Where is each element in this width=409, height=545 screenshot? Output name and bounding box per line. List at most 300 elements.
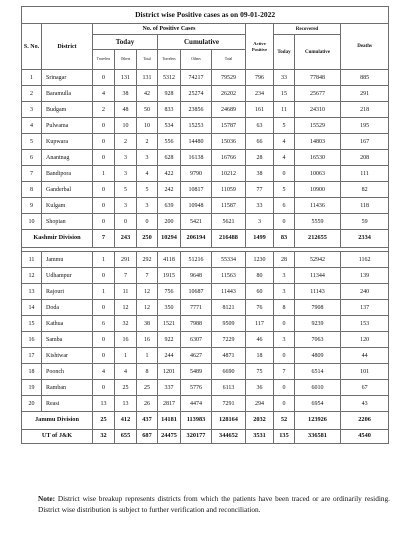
table-cell: 1201 xyxy=(158,364,181,380)
total-cell: 2032 xyxy=(246,412,274,430)
table-cell: 928 xyxy=(158,86,181,102)
total-cell: 83 xyxy=(274,230,295,248)
total-cell: 655 xyxy=(115,430,137,444)
table-cell: 4 xyxy=(274,134,295,150)
table-cell: 14480 xyxy=(181,134,212,150)
table-cell: 7291 xyxy=(212,396,246,412)
table-cell: 118 xyxy=(341,198,389,214)
table-cell: 10900 xyxy=(295,182,341,198)
table-cell: 1230 xyxy=(246,252,274,268)
district-name-cell: Samba xyxy=(42,332,93,348)
table-cell: 5559 xyxy=(295,214,341,230)
table-cell: 16138 xyxy=(181,150,212,166)
table-cell: 11443 xyxy=(212,284,246,300)
table-cell: 242 xyxy=(158,182,181,198)
header-positive-cases: No. of Positive Cases xyxy=(93,24,246,35)
table-cell: 6514 xyxy=(295,364,341,380)
total-cell: 250 xyxy=(137,230,158,248)
table-cell: 240 xyxy=(341,284,389,300)
table-cell: 25 xyxy=(137,380,158,396)
header-cumulative: Cumulative xyxy=(158,35,246,50)
table-cell: 4 xyxy=(115,364,137,380)
table-cell: 3 xyxy=(274,284,295,300)
table-cell: 13 xyxy=(115,396,137,412)
table-cell: 9239 xyxy=(295,316,341,332)
table-cell: 4 xyxy=(274,150,295,166)
table-cell: 14803 xyxy=(295,134,341,150)
table-cell: 422 xyxy=(158,166,181,182)
table-cell: 63 xyxy=(246,118,274,134)
header-recovered-today: Today xyxy=(274,35,295,70)
table-cell: 16 xyxy=(115,332,137,348)
table-cell: 15253 xyxy=(181,118,212,134)
table-cell: 28 xyxy=(246,150,274,166)
district-row xyxy=(22,252,389,268)
table-cell: 8 xyxy=(22,182,42,198)
district-row xyxy=(22,332,389,348)
table-cell: 10 xyxy=(22,214,42,230)
table-cell: 0 xyxy=(115,214,137,230)
table-cell: 2 xyxy=(137,134,158,150)
table-cell: 7988 xyxy=(181,316,212,332)
table-cell: 218 xyxy=(341,102,389,118)
table-cell: 0 xyxy=(93,182,115,198)
table-cell: 556 xyxy=(158,134,181,150)
total-cell: 2334 xyxy=(341,230,389,248)
table-cell: 1915 xyxy=(158,268,181,284)
table-cell: 25 xyxy=(115,380,137,396)
table-cell: 9509 xyxy=(212,316,246,332)
table-cell: 75 xyxy=(246,364,274,380)
total-cell: 128164 xyxy=(212,412,246,430)
table-cell: 3 xyxy=(246,214,274,230)
table-cell: 15787 xyxy=(212,118,246,134)
header-cum-total: Total xyxy=(212,50,246,70)
table-cell: 3 xyxy=(22,102,42,118)
table-cell: 16766 xyxy=(212,150,246,166)
table-cell: 11143 xyxy=(295,284,341,300)
table-cell: 12 xyxy=(115,300,137,316)
table-cell: 131 xyxy=(115,70,137,86)
table-cell: 19 xyxy=(22,380,42,396)
total-cell: 14181 xyxy=(158,412,181,430)
table-cell: 0 xyxy=(93,214,115,230)
table-cell: 0 xyxy=(274,214,295,230)
table-cell: 4 xyxy=(22,118,42,134)
table-cell: 195 xyxy=(341,118,389,134)
table-cell: 6113 xyxy=(212,380,246,396)
table-cell: 756 xyxy=(158,284,181,300)
table-cell: 3 xyxy=(274,268,295,284)
note-paragraph xyxy=(38,494,390,515)
table-cell: 11 xyxy=(274,102,295,118)
district-row xyxy=(22,182,389,198)
total-cell: 113983 xyxy=(181,412,212,430)
table-cell: 5 xyxy=(115,182,137,198)
table-cell: 25677 xyxy=(295,86,341,102)
table-cell: 0 xyxy=(93,150,115,166)
total-cell: 206194 xyxy=(181,230,212,248)
table-cell: 20 xyxy=(22,396,42,412)
table-cell: 12 xyxy=(137,284,158,300)
table-cell: 44 xyxy=(341,348,389,364)
table-cell: 200 xyxy=(158,214,181,230)
table-cell: 7 xyxy=(115,268,137,284)
table-cell: 796 xyxy=(246,70,274,86)
table-cell: 885 xyxy=(341,70,389,86)
table-cell: 6954 xyxy=(295,396,341,412)
header-sno: S. No. xyxy=(22,24,42,70)
table-cell: 7229 xyxy=(212,332,246,348)
table-cell: 67 xyxy=(341,380,389,396)
table-cell: 153 xyxy=(341,316,389,332)
table-cell: 32 xyxy=(115,316,137,332)
table-cell: 8 xyxy=(137,364,158,380)
table-cell: 3 xyxy=(137,150,158,166)
total-label-cell: Kashmir Division xyxy=(22,230,93,248)
table-cell: 350 xyxy=(158,300,181,316)
table-cell: 0 xyxy=(274,166,295,182)
table-cell: 15036 xyxy=(212,134,246,150)
kashmir-division-total-row xyxy=(22,230,389,248)
district-name-cell: Shopian xyxy=(42,214,93,230)
table-cell: 2817 xyxy=(158,396,181,412)
district-row xyxy=(22,70,389,86)
table-cell: 10 xyxy=(137,118,158,134)
table-cell: 8121 xyxy=(212,300,246,316)
table-cell: 24310 xyxy=(295,102,341,118)
district-row xyxy=(22,150,389,166)
table-cell: 55334 xyxy=(212,252,246,268)
table-cell: 0 xyxy=(93,332,115,348)
table-cell: 5312 xyxy=(158,70,181,86)
table-cell: 12 xyxy=(22,268,42,284)
district-name-cell: Kulgam xyxy=(42,198,93,214)
district-row xyxy=(22,118,389,134)
table-cell: 74217 xyxy=(181,70,212,86)
table-cell: 76 xyxy=(246,300,274,316)
table-cell: 139 xyxy=(341,268,389,284)
district-row xyxy=(22,198,389,214)
table-cell: 16530 xyxy=(295,150,341,166)
table-cell: 7 xyxy=(137,268,158,284)
table-cell: 11563 xyxy=(212,268,246,284)
table-cell: 7 xyxy=(22,166,42,182)
district-wise-cases-sheet xyxy=(21,6,388,444)
district-name-cell: Udhampur xyxy=(42,268,93,284)
table-cell: 18 xyxy=(22,364,42,380)
table-cell: 9790 xyxy=(181,166,212,182)
table-cell: 10 xyxy=(115,118,137,134)
table-cell: 10212 xyxy=(212,166,246,182)
table-cell: 38 xyxy=(246,166,274,182)
header-recovered-cumulative: Cumulative xyxy=(295,35,341,70)
table-cell: 11059 xyxy=(212,182,246,198)
table-cell: 628 xyxy=(158,150,181,166)
table-cell: 77 xyxy=(246,182,274,198)
table-cell: 3 xyxy=(115,198,137,214)
table-cell: 0 xyxy=(93,348,115,364)
district-name-cell: Poonch xyxy=(42,364,93,380)
total-cell: 3531 xyxy=(246,430,274,444)
table-cell: 0 xyxy=(93,268,115,284)
table-cell: 11 xyxy=(22,252,42,268)
table-cell: 4809 xyxy=(295,348,341,364)
table-cell: 46 xyxy=(246,332,274,348)
total-cell: 320177 xyxy=(181,430,212,444)
table-cell: 79529 xyxy=(212,70,246,86)
table-cell: 6 xyxy=(22,150,42,166)
table-cell: 13 xyxy=(22,284,42,300)
district-name-cell: Anantnag xyxy=(42,150,93,166)
district-row xyxy=(22,166,389,182)
header-today-others: Others xyxy=(115,50,137,70)
table-cell: 234 xyxy=(246,86,274,102)
table-cell: 5 xyxy=(137,182,158,198)
district-row xyxy=(22,86,389,102)
jammu-division-total-row xyxy=(22,412,389,430)
table-cell: 15529 xyxy=(295,118,341,134)
table-cell: 111 xyxy=(341,166,389,182)
district-name-cell: Jammu xyxy=(42,252,93,268)
table-cell: 0 xyxy=(93,300,115,316)
district-row xyxy=(22,396,389,412)
table-cell: 80 xyxy=(246,268,274,284)
table-cell: 0 xyxy=(93,198,115,214)
table-cell: 9 xyxy=(22,198,42,214)
total-cell: 344652 xyxy=(212,430,246,444)
table-cell: 11587 xyxy=(212,198,246,214)
table-cell: 51216 xyxy=(181,252,212,268)
table-cell: 16 xyxy=(137,332,158,348)
table-cell: 6 xyxy=(274,198,295,214)
table-cell: 10817 xyxy=(181,182,212,198)
district-name-cell: Kishtwar xyxy=(42,348,93,364)
total-cell: 216488 xyxy=(212,230,246,248)
district-row xyxy=(22,348,389,364)
table-cell: 291 xyxy=(115,252,137,268)
total-label-cell: Jammu Division xyxy=(22,412,93,430)
district-name-cell: Pulwama xyxy=(42,118,93,134)
table-cell: 292 xyxy=(137,252,158,268)
table-cell: 291 xyxy=(341,86,389,102)
table-cell: 4 xyxy=(137,166,158,182)
district-row xyxy=(22,300,389,316)
table-cell: 59 xyxy=(341,214,389,230)
table-cell: 1 xyxy=(137,348,158,364)
district-name-cell: Kathua xyxy=(42,316,93,332)
district-name-cell: Baramulla xyxy=(42,86,93,102)
table-cell: 1521 xyxy=(158,316,181,332)
table-cell: 77848 xyxy=(295,70,341,86)
table-cell: 4118 xyxy=(158,252,181,268)
total-cell: 25 xyxy=(93,412,115,430)
table-cell: 38 xyxy=(115,86,137,102)
table-cell: 16 xyxy=(22,332,42,348)
header-deaths: Deaths xyxy=(341,24,389,70)
district-name-cell: Ramban xyxy=(42,380,93,396)
table-cell: 33 xyxy=(274,70,295,86)
table-cell: 42 xyxy=(137,86,158,102)
table-cell: 294 xyxy=(246,396,274,412)
table-cell: 0 xyxy=(274,380,295,396)
district-name-cell: Rajouri xyxy=(42,284,93,300)
district-row xyxy=(22,268,389,284)
district-name-cell: Srinagar xyxy=(42,70,93,86)
table-cell: 43 xyxy=(341,396,389,412)
table-cell: 1 xyxy=(93,166,115,182)
table-cell: 3 xyxy=(115,150,137,166)
district-row xyxy=(22,316,389,332)
table-cell: 23856 xyxy=(181,102,212,118)
table-cell: 25274 xyxy=(181,86,212,102)
table-cell: 4871 xyxy=(212,348,246,364)
table-cell: 101 xyxy=(341,364,389,380)
district-row xyxy=(22,284,389,300)
table-cell: 2 xyxy=(93,102,115,118)
table-cell: 3 xyxy=(137,198,158,214)
table-cell: 3 xyxy=(115,166,137,182)
table-cell: 11 xyxy=(115,284,137,300)
district-name-cell: Bandipora xyxy=(42,166,93,182)
table-cell: 337 xyxy=(158,380,181,396)
table-cell: 6690 xyxy=(212,364,246,380)
total-cell: 24475 xyxy=(158,430,181,444)
district-row xyxy=(22,134,389,150)
table-cell: 0 xyxy=(93,118,115,134)
table-cell: 5621 xyxy=(212,214,246,230)
table-cell: 639 xyxy=(158,198,181,214)
table-title: District wise Positive cases as on 09-01-2022 xyxy=(22,7,389,24)
header-today-total: Total xyxy=(137,50,158,70)
table-cell: 13 xyxy=(93,396,115,412)
district-row xyxy=(22,364,389,380)
table-cell: 14 xyxy=(22,300,42,316)
district-name-cell: Kupwara xyxy=(42,134,93,150)
table-cell: 0 xyxy=(274,396,295,412)
district-row xyxy=(22,214,389,230)
table-cell: 9648 xyxy=(181,268,212,284)
total-cell: 7 xyxy=(93,230,115,248)
table-cell: 17 xyxy=(22,348,42,364)
table-cell: 33 xyxy=(246,198,274,214)
total-cell: 212655 xyxy=(295,230,341,248)
total-cell: 412 xyxy=(115,412,137,430)
table-cell: 10948 xyxy=(181,198,212,214)
table-cell: 1 xyxy=(93,284,115,300)
cases-table xyxy=(21,6,389,444)
table-cell: 2 xyxy=(115,134,137,150)
header-recovered: Recovered xyxy=(274,24,341,35)
table-cell: 18 xyxy=(246,348,274,364)
table-cell: 28 xyxy=(274,252,295,268)
district-name-cell: Ganderbal xyxy=(42,182,93,198)
table-cell: 6307 xyxy=(181,332,212,348)
ut-total-row xyxy=(22,430,389,444)
table-cell: 833 xyxy=(158,102,181,118)
table-cell: 137 xyxy=(341,300,389,316)
table-cell: 52942 xyxy=(295,252,341,268)
table-cell: 24689 xyxy=(212,102,246,118)
table-cell: 15 xyxy=(22,316,42,332)
table-cell: 10687 xyxy=(181,284,212,300)
table-cell: 12 xyxy=(137,300,158,316)
table-cell: 11436 xyxy=(295,198,341,214)
district-name-cell: Reasi xyxy=(42,396,93,412)
table-cell: 0 xyxy=(137,214,158,230)
table-cell: 3 xyxy=(274,332,295,348)
district-name-cell: Doda xyxy=(42,300,93,316)
table-cell: 26 xyxy=(137,396,158,412)
table-cell: 82 xyxy=(341,182,389,198)
total-cell: 52 xyxy=(274,412,295,430)
header-district: District xyxy=(42,24,93,70)
header-active-positive: Active Positive xyxy=(246,24,274,70)
table-cell: 11344 xyxy=(295,268,341,284)
table-body xyxy=(22,70,389,444)
total-label-cell: UT of J&K xyxy=(22,430,93,444)
table-cell: 120 xyxy=(341,332,389,348)
table-cell: 1 xyxy=(93,252,115,268)
table-cell: 534 xyxy=(158,118,181,134)
table-cell: 5421 xyxy=(181,214,212,230)
total-cell: 135 xyxy=(274,430,295,444)
table-cell: 10063 xyxy=(295,166,341,182)
table-cell: 7908 xyxy=(295,300,341,316)
table-cell: 5776 xyxy=(181,380,212,396)
table-cell: 4 xyxy=(93,364,115,380)
table-cell: 6010 xyxy=(295,380,341,396)
total-cell: 437 xyxy=(137,412,158,430)
table-cell: 5 xyxy=(274,182,295,198)
table-cell: 26202 xyxy=(212,86,246,102)
total-cell: 10294 xyxy=(158,230,181,248)
total-cell: 123926 xyxy=(295,412,341,430)
total-cell: 687 xyxy=(137,430,158,444)
table-cell: 922 xyxy=(158,332,181,348)
district-row xyxy=(22,102,389,118)
table-cell: 66 xyxy=(246,134,274,150)
table-cell: 131 xyxy=(137,70,158,86)
district-name-cell: Budgam xyxy=(42,102,93,118)
table-cell: 0 xyxy=(93,380,115,396)
table-cell: 7771 xyxy=(181,300,212,316)
table-cell: 5 xyxy=(22,134,42,150)
total-cell: 4540 xyxy=(341,430,389,444)
total-cell: 1499 xyxy=(246,230,274,248)
table-cell: 0 xyxy=(274,348,295,364)
table-cell: 117 xyxy=(246,316,274,332)
table-cell: 0 xyxy=(93,134,115,150)
table-cell: 167 xyxy=(341,134,389,150)
table-cell: 5 xyxy=(274,118,295,134)
header-cum-travelers: Travelers xyxy=(158,50,181,70)
table-cell: 8 xyxy=(274,300,295,316)
table-cell: 1 xyxy=(22,70,42,86)
total-cell: 2206 xyxy=(341,412,389,430)
table-cell: 50 xyxy=(137,102,158,118)
table-cell: 2 xyxy=(22,86,42,102)
table-cell: 60 xyxy=(246,284,274,300)
table-cell: 4474 xyxy=(181,396,212,412)
table-cell: 5489 xyxy=(181,364,212,380)
table-cell: 0 xyxy=(93,70,115,86)
note-text: District wise breakup represents districts from which the patients have been traced or are ordinarily residing. District wise distribution is subject to further verification and reconciliation. xyxy=(38,494,390,514)
header-today-travelers: Travelers xyxy=(93,50,115,70)
total-cell: 32 xyxy=(93,430,115,444)
table-cell: 7063 xyxy=(295,332,341,348)
total-cell: 243 xyxy=(115,230,137,248)
